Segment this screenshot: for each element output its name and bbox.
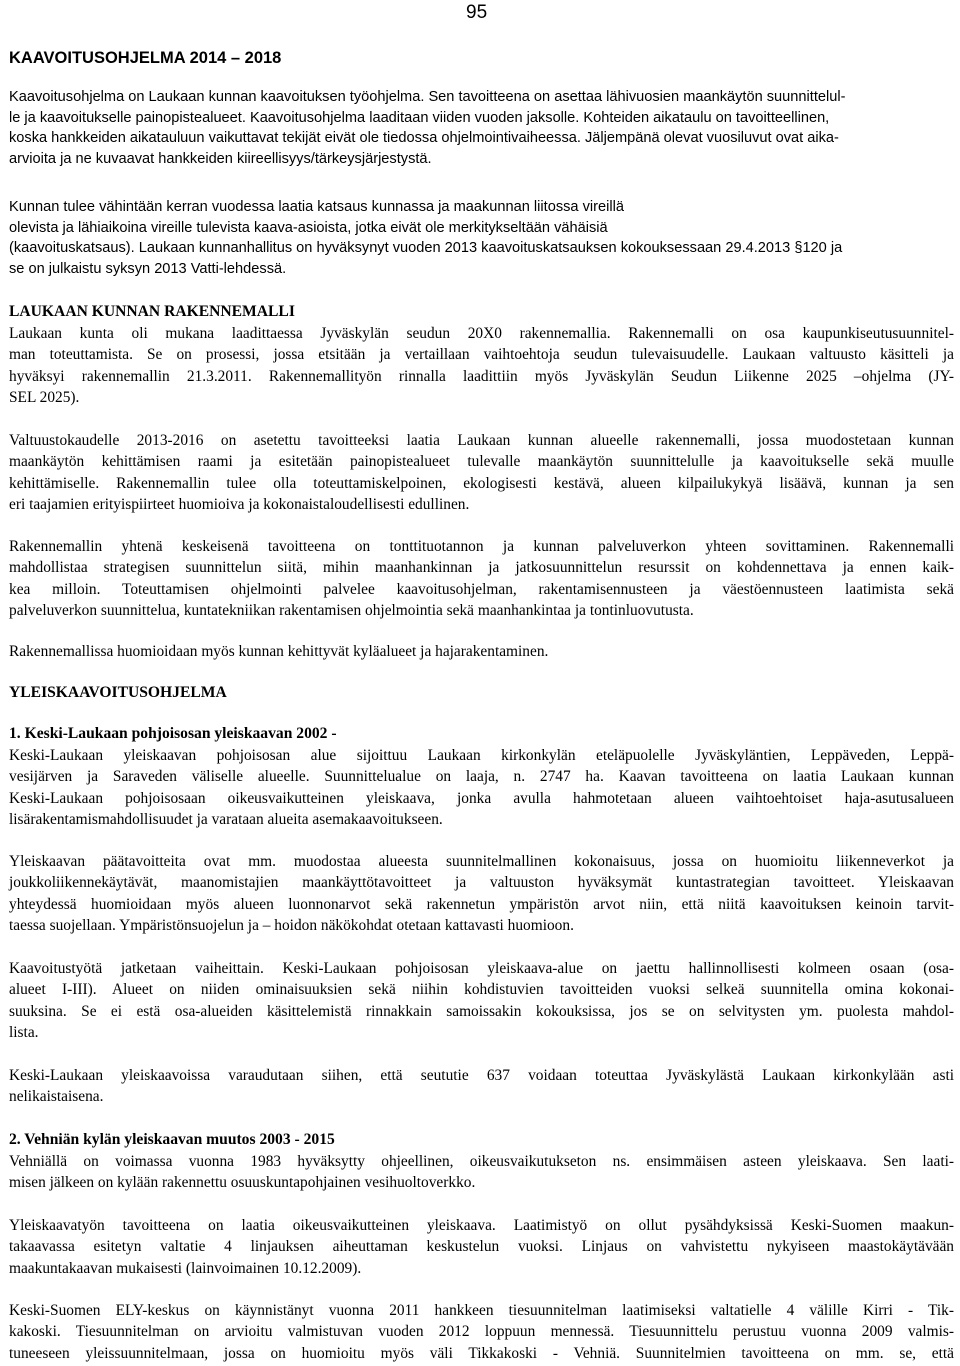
text-line: Keski-Suomen ELY-keskus on käynnistänyt vuonna 2011 hankkeen tiesuunnitelman laatimiseksi valtatielle 4 välille Kirri - Tik- [9, 1302, 954, 1319]
text-line: hyväksyi rakennemallin 21.3.2011. Rakennemallityön rinnalla laadittiin myös Jyväskylän Seudun Liikenne 2025 –ohjelma (JY- [9, 367, 954, 385]
text-line: Yleiskaavatyön tavoitteena on laatia oikeusvaikutteinen yleiskaava. Laatimistyö on ollut pysähdyksissä Keski-Suomen maakun- [9, 1217, 954, 1234]
item-2-heading: 2. Vehniän kylän yleiskaavan muutos 2003 - 2015 [9, 1131, 335, 1148]
item-1-paragraph-4 [9, 1065, 954, 1108]
rakennemalli-paragraph-2 [9, 430, 954, 515]
text-line: palveluverkon suunnittelua, kuntatekniikan rakentamisen ohjelmointia sekä maanhankintaa ja tontinluovutusta. [9, 601, 694, 619]
text-line: taessa suojellaan. Ympäristönsuojelun ja – hoidon näkökohdat otetaan kattavasti huomioon. [9, 916, 574, 934]
text-line: Keski-Laukaan yleiskaavan pohjoisosan alue sijoittuu Laukaan kirkonkylän eteläpuolelle Jyväskyläntien, Leppäveden, Leppä- [9, 747, 954, 764]
text-line: suuksina. Se ei estä osa-alueiden käsittelemistä rinnakkain samoissakin kokouksissa, jos se on selvitysten ym. puolesta mahdol- [9, 1002, 954, 1020]
yleiskaava-heading: YLEISKAAVOITUSOHJELMA [9, 684, 227, 701]
text-line: maankäytön kehittämisen raami ja esitetään painopistealueet tulevalle maankäytön suunnittelulle ja kaavoitukselle sekä muulle [9, 453, 954, 471]
text-line: lisärakentamismahdollisuudet ja varataan alueita asemakaavoitukseen. [9, 810, 443, 828]
text-line: maakuntakaavan mukaisesti (lainvoimainen 10.12.2009). [9, 1259, 362, 1277]
text-line: (kaavoituskatsaus). Laukaan kunnanhallitus on hyväksynyt vuoden 2013 kaavoituskatsauksen kokouksessaan 29.4.2013 §120 ja [9, 240, 843, 256]
text-line: le ja kaavoitukselle painopistealueet. Kaavoitusohjelma laaditaan viiden vuoden jaksolle. Kohteiden aikataulu on tavoitteellinen, [9, 109, 830, 126]
item-1-paragraph-3 [9, 958, 954, 1043]
item-1-paragraph-1 [9, 745, 954, 830]
text-line: mahdollistaa strategisen suunnittelun siitä, mihin maanhankinnan ja jatkosuunnittelun resurssit on kohdennettava ja ennen kaik- [9, 559, 954, 577]
text-line: eri taajamien erityispiirteet huomioiva ja kokonaistaloudellisesti edullinen. [9, 495, 470, 513]
text-line: yhteydessä huomioidaan myös alueen luonnonarvot sekä rakennetun ympäristön arvot niin, että niitä kaavoituksen keinoin tarvit- [9, 895, 954, 913]
text-line: Keski-Laukaan yleiskaavoissa varaudutaan siihen, että seututie 637 voidaan toteuttaa Jyväskylästä Laukaan kirkonkylään asti [9, 1067, 954, 1084]
text-line: takaavassa esitetyn valtatie 4 linjauksen aiheuttaman keskustelun vuoksi. Linjaus on vahvistettu nykyiseen maastokäytävään [9, 1238, 954, 1256]
rakennemalli-heading: LAUKAAN KUNNAN RAKENNEMALLI [9, 303, 295, 320]
text-line: Vehniällä on voimassa vuonna 1983 hyväksytty ohjeellinen, oikeusvaikutukseton ns. ensimmäisen asteen yleiskaava. Sen laati- [9, 1153, 954, 1170]
text-line: Laukaan kunta oli mukana laadittaessa Jyväskylän seudun 20X0 rakennemallia. Rakennemalli on osa kaupunkiseutusuunnitel- [9, 325, 954, 342]
text-line: se on julkaistu syksyn 2013 Vatti-lehdessä. [9, 260, 287, 277]
text-line: Keski-Laukaan pohjoisosaan oikeusvaikutteinen yleiskaava, jonka avulla hahmotetaan alueen vaihtoehtoiset haja-asutusalueen [9, 789, 954, 807]
text-line: Kaavoitustyötä jatketaan vaiheittain. Keski-Laukaan pohjoisosan yleiskaava-alue on jaettu hallinnollisesti kolmeen osaan (osa- [9, 960, 954, 977]
rakennemalli-paragraph-1 [9, 323, 954, 408]
item-1-paragraph-2 [9, 851, 954, 936]
text-line: Yleiskaavan päätavoitteita ovat mm. muodostaa alueesta suunnitelmallinen kokonaisuus, jossa on huomioitu liikenneverkot ja [9, 853, 954, 870]
text-line: nelikaistaisena. [9, 1088, 104, 1106]
text-line: kea milloin. Toteuttamisen ohjelmointi palvelee kaavoitusohjelman, rakentamisennusteen ja väestöennusteen laatimista sekä [9, 580, 954, 598]
document-title: KAAVOITUSOHJELMA 2014 – 2018 [9, 49, 282, 67]
text-line: alueet I-III). Alueet on niiden ominaisuuksien sekä niihin kohdistuvien tavoitteiden vuoksi selkeä suunnitella omina kokonai- [9, 981, 954, 999]
text-line: kakoski. Tiesuunnitelman on arvioitu valmistuvan vuoden 2012 loppuun mennessä. Tiesuunnittelu perustuu vuonna 2009 valmis- [9, 1323, 954, 1341]
page-number: 95 [466, 2, 488, 23]
text-line: misen jälkeen on kylään rakennettu osuuskuntapohjainen vesihuoltoverkko. [9, 1174, 476, 1192]
item-2-paragraph-2 [9, 1215, 954, 1279]
text-line: lista. [9, 1023, 39, 1041]
text-line: Rakennemallin yhtenä keskeisenä tavoitteena on tonttituotannon ja kunnan palveluverkon yhteen sovittaminen. Rakennemalli [9, 538, 954, 555]
intro-paragraph [9, 87, 954, 169]
text-line: koska hankkeiden aikatauluun vaikuttavat tekijät eivät ole tiedossa ohjelmointivaiheessa. Jäljempänä olevat vuosiluvut ovat aika- [9, 130, 839, 146]
item-2-paragraph-3 [9, 1300, 954, 1364]
text-line: tuneeseen yleissuunnitelmaan, jossa on huomioitu myös väli Tikkakoski - Vehniä. Suunnitelmien tavoitteena on mm. se, että [9, 1344, 954, 1362]
item-2-paragraph-1 [9, 1151, 954, 1194]
rakennemalli-paragraph-3 [9, 536, 954, 621]
text-line: joukkoliikennekäytävät, maanomistajien maankäyttötavoitteet ja valtuuston hyväksymät kuntastrategian tavoitteet. Yleiskaavan [9, 874, 954, 892]
item-1-heading: 1. Keski-Laukaan pohjoisosan yleiskaavan 2002 - [9, 725, 337, 742]
text-line: olevista ja lähiaikoina vireille tulevista kaava-asioista, jotka eivät ole merkitykseltään vähäisiä [9, 219, 608, 236]
text-line: Kaavoitusohjelma on Laukaan kunnan kaavoituksen työohjelma. Sen tavoitteena on asettaa lähivuosien maankäytön suunnittelul- [9, 89, 846, 105]
text-line: arvioita ja ne kuvaavat hankkeiden kiireellisyys/tärkeysjärjestystä. [9, 150, 432, 167]
text-line: vesijärven ja Saraveden väliselle alueelle. Suunnittelualue on laaja, n. 2747 ha. Kaavan tavoitteena on laatia Laukaan kunnan [9, 768, 954, 786]
text-line: Valtuustokaudelle 2013-2016 on asetettu tavoitteeksi laatia Laukaan kunnan alueelle rakennemalli, jossa muodostetaan kunnan [9, 432, 954, 449]
text-line: man toteuttamista. Se on prosessi, jossa etsitään ja vertaillaan vaihtoehtoja seudun tulevaisuudelle. Laukaan valtuusto käsitteli ja [9, 346, 954, 364]
rakennemalli-paragraph-4 [9, 641, 954, 662]
text-line: Rakennemallissa huomioidaan myös kunnan kehittyvät kyläalueet ja hajarakentaminen. [9, 643, 549, 660]
text-line: kehittämiselle. Rakennemallin tulee olla toteuttamiskelpoinen, ekologisesti kestävä, alueen kilpailukykyä lisäävä, kunnan ja sen [9, 474, 954, 492]
katsaus-paragraph [9, 197, 954, 279]
text-line: SEL 2025). [9, 388, 80, 406]
text-line: Kunnan tulee vähintään kerran vuodessa laatia katsaus kunnassa ja maakunnan liitossa vireillä [9, 199, 624, 215]
